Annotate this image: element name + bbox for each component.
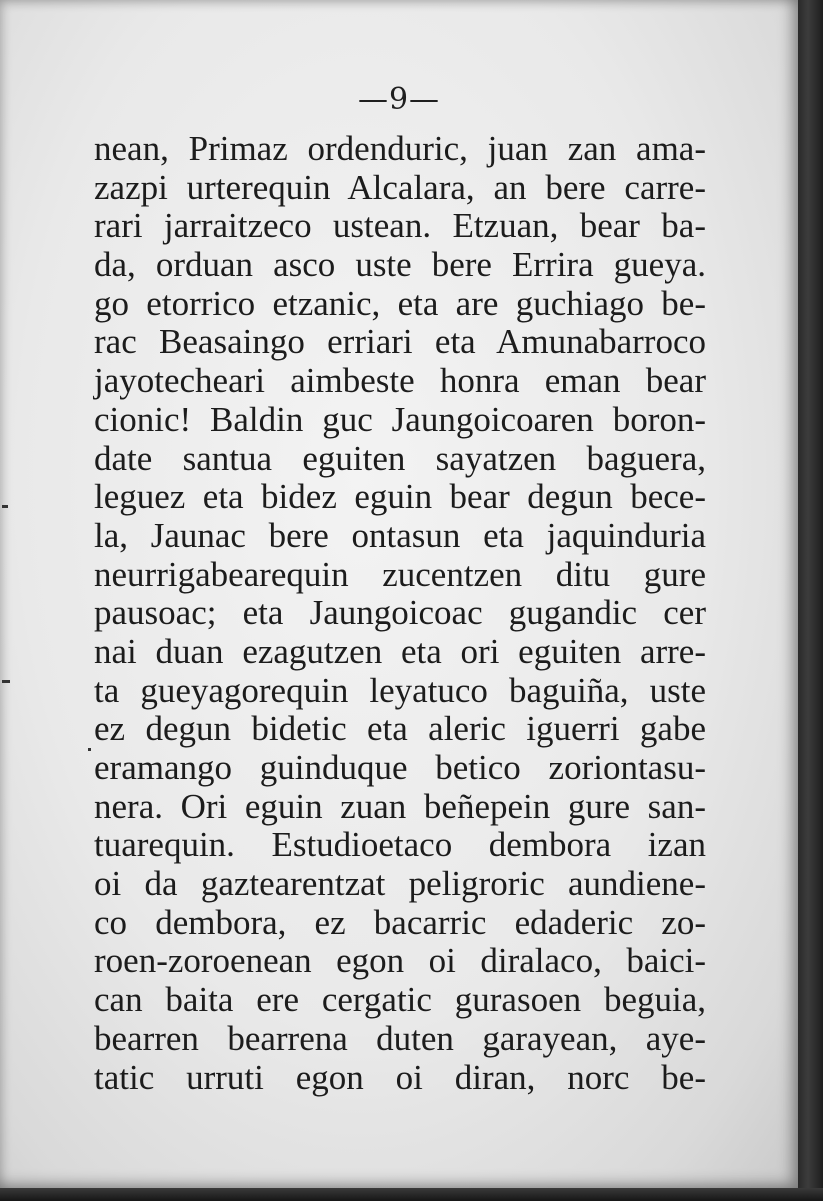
scan-edge-right: [798, 0, 823, 1201]
text-line: da, orduan asco uste bere Errira gueya.: [94, 245, 706, 285]
text-line: la, Jaunac bere ontasun eta jaquinduria: [94, 515, 706, 555]
body-text: [94, 130, 706, 1097]
scan-speck: [2, 505, 8, 508]
text-line: tatic urruti egon oi diran, norc be-: [94, 1057, 706, 1097]
text-line: roen-zoroenean egon oi diralaco, baici-: [94, 941, 706, 981]
text-line: ez degun bidetic eta aleric iguerri gabe: [94, 709, 706, 749]
text-line: cionic! Baldin guc Jaungoicoaren boron-: [94, 399, 706, 439]
text-line: nean, Primaz ordenduric, juan zan ama-: [94, 129, 706, 168]
scan-edge-bottom: [0, 1188, 823, 1201]
scan-speck: [2, 680, 10, 683]
text-line: co dembora, ez bacarric edaderic zo-: [94, 902, 706, 942]
text-line: oi da gaztearentzat peligroric aundiene-: [94, 864, 706, 904]
text-line: rac Beasaingo erriari eta Amunabarroco: [94, 322, 706, 362]
text-line: nera. Ori eguin zuan beñepein gure san-: [94, 786, 706, 826]
text-line: tuarequin. Estudioetaco dembora izan: [94, 825, 706, 865]
page-number: —9—: [357, 82, 441, 117]
text-line: nai duan ezagutzen eta ori eguiten arre-: [94, 631, 706, 671]
text-line: zazpi urterequin Alcalara, an bere carre-: [94, 167, 706, 207]
text-line: date santua eguiten sayatzen baguera,: [94, 438, 706, 478]
text-line: leguez eta bidez eguin bear degun bece-: [94, 477, 706, 517]
text-line: rari jarraitzeco ustean. Etzuan, bear ba-: [94, 206, 706, 246]
text-line: eramango guinduque betico zoriontasu-: [94, 748, 706, 787]
text-line: ta gueyagorequin leyatuco baguiña, uste: [94, 670, 706, 710]
scan-speck: [88, 748, 91, 751]
text-line: go etorrico etzanic, eta are guchiago be-: [94, 283, 706, 323]
text-line: bearren bearrena duten garayean, aye-: [94, 1018, 706, 1058]
text-line: pausoac; eta Jaungoicoac gugandic cer: [94, 593, 706, 633]
text-line: jayotecheari aimbeste honra eman bear: [94, 361, 706, 401]
text-line: neurrigabearequin zucentzen ditu gure: [94, 554, 706, 594]
text-line: can baita ere cergatic gurasoen beguia,: [94, 980, 706, 1020]
